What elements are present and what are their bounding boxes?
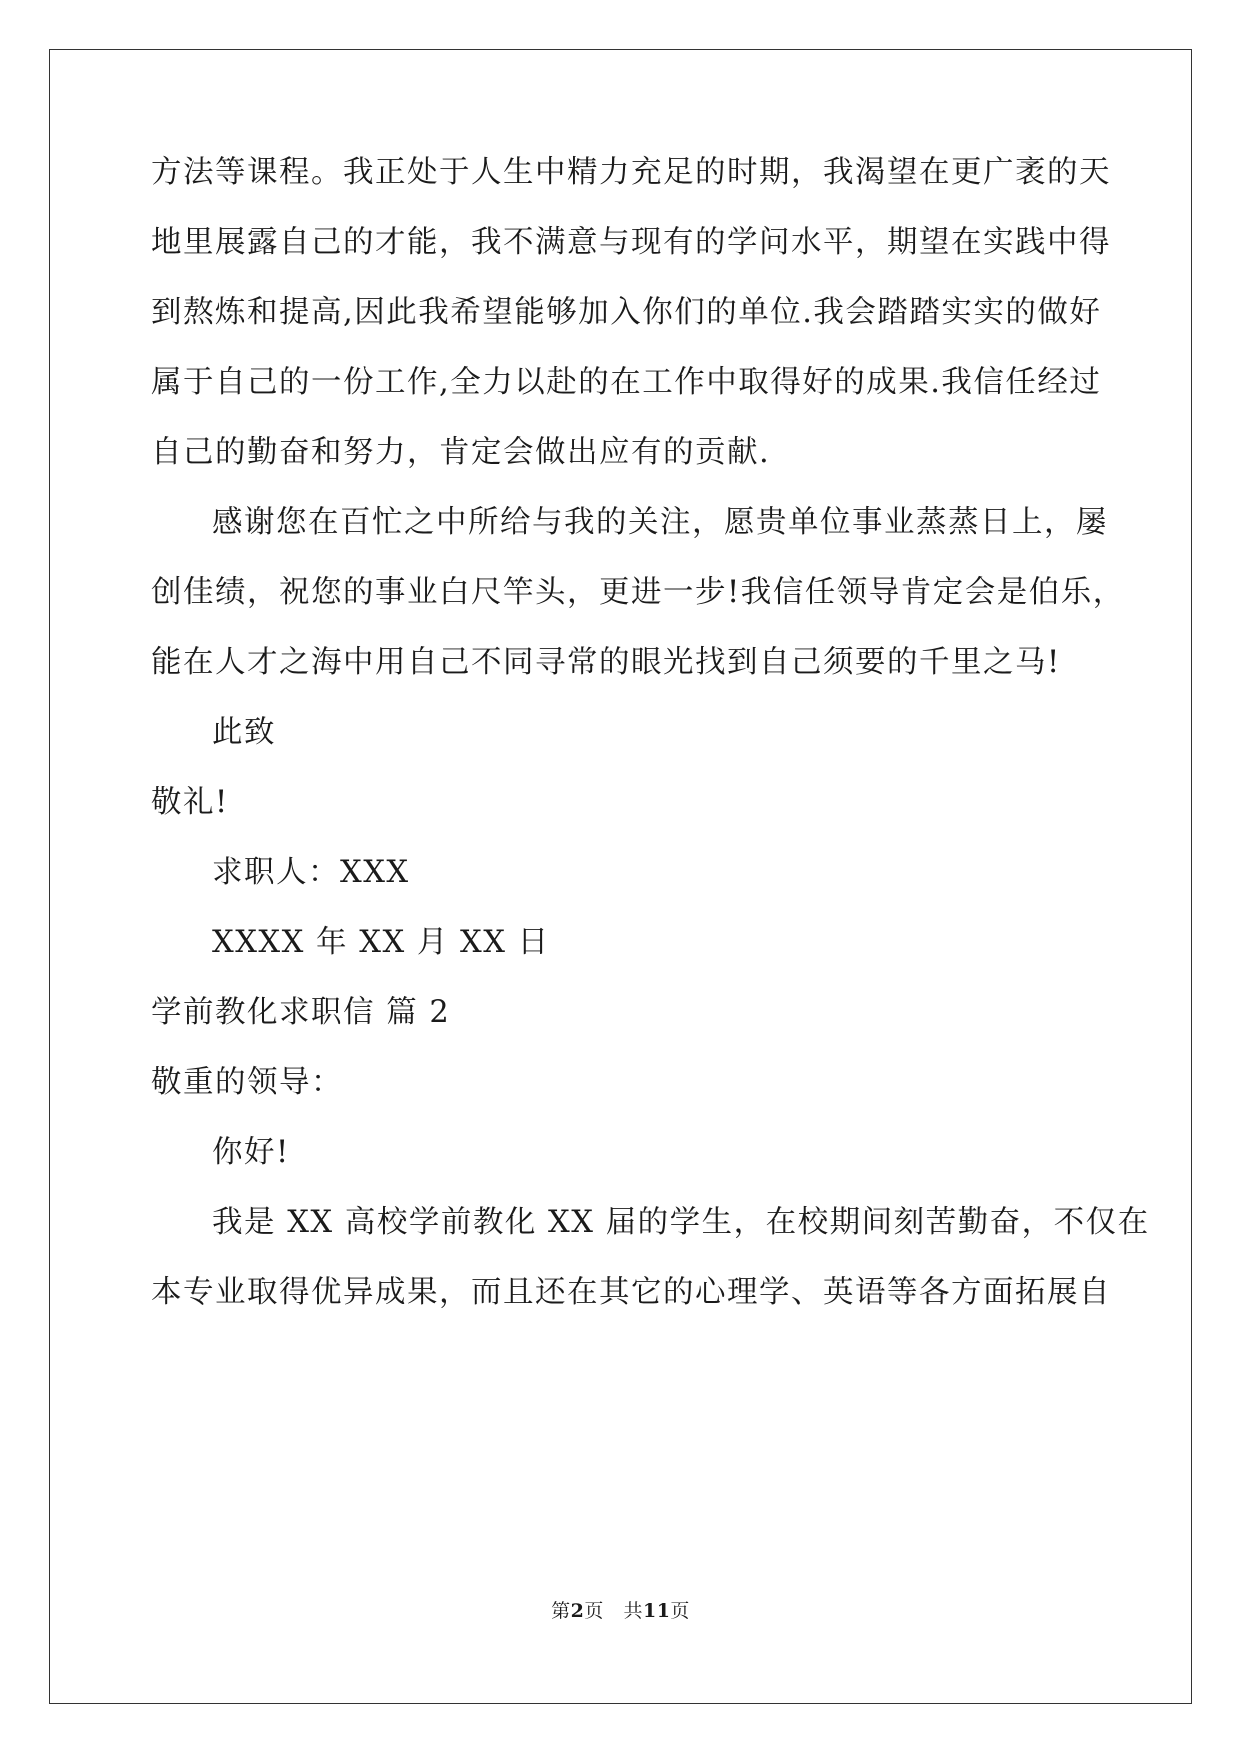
total-suffix: 页 (670, 1600, 690, 1622)
body-text-line-9: 我是 XX 高校学前教化 XX 届的学生，在校期间刻苦勤奋，不仅在 (212, 1205, 1150, 1240)
page-suffix: 页 (584, 1600, 604, 1622)
closing-regards: 敬礼! (151, 785, 229, 820)
body-text-line-8: 能在人才之海中用自己不同寻常的眼光找到自己须要的千里之马! (151, 645, 1061, 680)
section-heading: 学前教化求职信 篇 2 (151, 995, 451, 1030)
body-text-line-4: 属于自己的一份工作,全力以赴的在工作中取得好的成果.我信任经过 (151, 365, 1102, 400)
applicant-signature: 求职人：XXX (212, 855, 410, 890)
body-text-line-7: 创佳绩，祝您的事业白尺竿头，更进一步!我信任领导肯定会是伯乐， (151, 575, 1125, 610)
body-text-line-2: 地里展露自己的才能，我不满意与现有的学问水平，期望在实践中得 (151, 225, 1111, 260)
body-text-line-5: 自己的勤奋和努力，肯定会做出应有的贡献. (151, 435, 771, 470)
page-prefix: 第 (551, 1600, 571, 1622)
letter-date: XXXX 年 XX 月 XX 日 (212, 925, 550, 960)
greeting-recipient: 敬重的领导： (151, 1065, 343, 1100)
page-number: 2 (570, 1600, 585, 1622)
total-pages: 11 (642, 1600, 671, 1622)
body-text-line-3: 到熬炼和提高,因此我希望能够加入你们的单位.我会踏踏实实的做好 (151, 295, 1102, 330)
page-footer (0, 1599, 1241, 1623)
greeting-hello: 你好! (212, 1135, 290, 1170)
body-text-line-1: 方法等课程。我正处于人生中精力充足的时期，我渴望在更广袤的天 (151, 155, 1111, 190)
body-text-line-10: 本专业取得优异成果，而且还在其它的心理学、英语等各方面拓展自 (151, 1275, 1111, 1310)
total-prefix: 共 (623, 1600, 643, 1622)
closing-salutation: 此致 (212, 715, 276, 750)
body-text-line-6: 感谢您在百忙之中所给与我的关注，愿贵单位事业蒸蒸日上，屡 (212, 505, 1108, 540)
